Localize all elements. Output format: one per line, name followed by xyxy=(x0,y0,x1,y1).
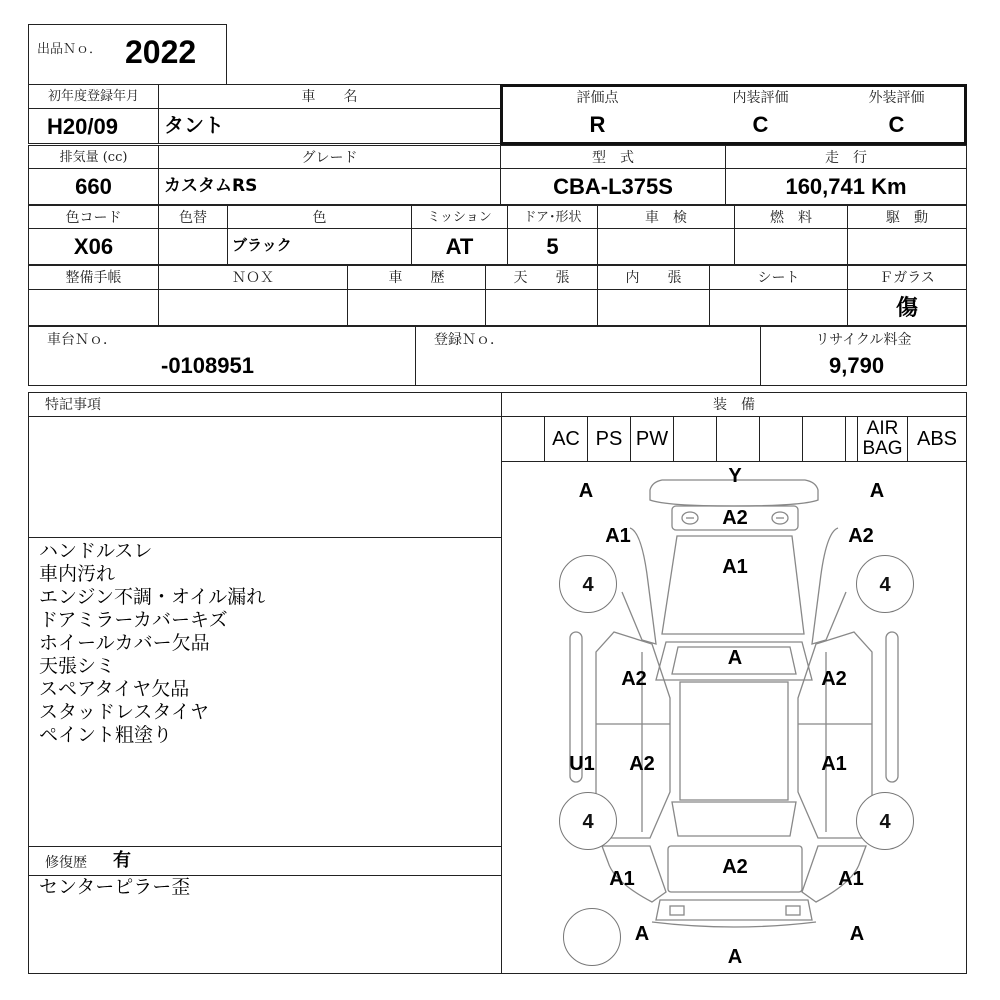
note-item: エンジン不調・オイル漏れ xyxy=(39,586,266,608)
tire-rear-left-depth: 4 xyxy=(582,811,594,833)
door-label: ドア･形状 xyxy=(523,210,582,225)
service-book-label: 整備手帳 xyxy=(65,270,122,286)
repair-history-header xyxy=(28,846,502,876)
interior-label: 内装評価 xyxy=(732,90,789,106)
mission-label: ミッション xyxy=(427,210,492,225)
damage-mark: A1 xyxy=(609,868,635,890)
car-diagram-panel xyxy=(501,461,967,974)
mileage-label-cell xyxy=(725,145,967,169)
note-item: スペアタイヤ欠品 xyxy=(39,678,190,700)
exterior-label-cell xyxy=(829,87,964,110)
mission-label-cell xyxy=(411,205,508,229)
grade-value: カスタムRS xyxy=(164,176,258,196)
mileage-label: 走 行 xyxy=(825,150,867,166)
first-reg-label: 初年度登録年月 xyxy=(47,89,139,104)
tire-front-left xyxy=(559,555,617,613)
color-value: ブラック xyxy=(232,236,292,254)
car-outline xyxy=(502,462,966,973)
first-reg-cell xyxy=(28,108,159,144)
equip-cell-pw: PW xyxy=(631,417,674,461)
exterior-cell xyxy=(829,109,964,142)
equip-cell xyxy=(846,417,858,461)
equipment-header xyxy=(501,392,967,417)
chassis-value: -0108951 xyxy=(161,353,254,378)
equip-cell xyxy=(717,417,760,461)
door-value: 5 xyxy=(546,234,559,259)
tire-front-left-depth: 4 xyxy=(582,574,594,596)
door-cell xyxy=(507,228,598,265)
score-value: R xyxy=(589,112,606,137)
car-name-cell xyxy=(158,108,501,144)
interior-label-cell xyxy=(692,87,830,110)
special-notes-area xyxy=(28,416,502,538)
lot-number-box xyxy=(28,24,227,84)
model-value: CBA-L375S xyxy=(553,174,673,199)
equip-cell-ps: PS xyxy=(588,417,631,461)
special-notes-text xyxy=(39,540,265,747)
repair-history-value: 有 xyxy=(113,850,131,871)
grade-cell xyxy=(158,168,501,205)
repair-history-item: センターピラー歪 xyxy=(39,876,191,898)
displacement-label: 排気量 (cc) xyxy=(59,150,128,165)
seat-cell xyxy=(709,289,848,326)
reg-no-label: 登録Ｎｏ． xyxy=(434,332,504,348)
special-notes-label: 特記事項 xyxy=(45,397,101,413)
tire-rear-left xyxy=(559,792,617,850)
chassis-block xyxy=(28,326,416,386)
note-item: ドアミラーカバーキズ xyxy=(39,609,228,631)
displacement-cell xyxy=(28,168,159,205)
nox-label-cell xyxy=(158,265,348,290)
damage-mark: A2 xyxy=(629,753,655,775)
tire-front-right-depth: 4 xyxy=(879,574,891,596)
note-item: 車内汚れ xyxy=(39,563,116,585)
damage-mark: A2 xyxy=(621,668,647,690)
first-reg-value: H20/09 xyxy=(47,114,118,139)
drive-cell xyxy=(847,228,967,265)
color-code-cell xyxy=(28,228,159,265)
damage-mark: A xyxy=(869,480,885,502)
color-change-label: 色替 xyxy=(179,210,207,226)
color-label: 色 xyxy=(312,210,327,226)
tire-rear-right xyxy=(856,792,914,850)
damage-mark: A1 xyxy=(722,556,748,578)
score-label-cell xyxy=(503,87,693,110)
equip-cell xyxy=(760,417,803,461)
lot-number-label: 出品Ｎｏ． xyxy=(37,42,103,57)
car-name-value: タント xyxy=(164,113,224,137)
damage-mark: A1 xyxy=(821,753,847,775)
fuel-label: 燃 料 xyxy=(770,210,812,226)
f-glass-label-cell xyxy=(847,265,967,290)
equip-cell-ac: AC xyxy=(545,417,588,461)
drive-label-cell xyxy=(847,205,967,229)
fuel-cell xyxy=(734,228,848,265)
seat-label: シート xyxy=(757,270,800,286)
tire-rear-right-depth: 4 xyxy=(879,811,891,833)
inspection-label-cell xyxy=(597,205,735,229)
mission-value: AT xyxy=(445,234,474,259)
car-name-label-cell xyxy=(158,84,501,109)
inspection-cell xyxy=(597,228,735,265)
mission-cell xyxy=(411,228,508,265)
color-code-label-cell xyxy=(28,205,159,229)
note-item: スタッドレスタイヤ xyxy=(39,701,210,723)
damage-mark: A1 xyxy=(838,868,864,890)
history-label: 車 歴 xyxy=(388,270,445,286)
interior-trim-label: 内 張 xyxy=(625,270,682,286)
equip-cell xyxy=(674,417,717,461)
repair-history-label: 修復歴 xyxy=(45,855,87,871)
roof-cell xyxy=(485,289,598,326)
damage-mark: A xyxy=(727,647,743,669)
interior-value: C xyxy=(752,112,769,137)
damage-mark: A xyxy=(849,923,865,945)
interior-trim-cell xyxy=(597,289,710,326)
service-book-label-cell xyxy=(28,265,159,290)
note-item: ペイント粗塗り xyxy=(39,724,173,746)
spare-tire xyxy=(563,908,621,966)
f-glass-cell xyxy=(847,289,967,326)
note-item: 天張シミ xyxy=(39,655,116,677)
equip-cell xyxy=(803,417,846,461)
note-item: ホイールカバー欠品 xyxy=(39,632,210,654)
chassis-label: 車台Ｎｏ． xyxy=(47,332,117,348)
drive-label: 駆 動 xyxy=(886,210,928,226)
f-glass-label: Ｆガラス xyxy=(879,270,935,286)
color-cell xyxy=(227,228,412,265)
interior-cell xyxy=(692,109,830,142)
recycle-block xyxy=(760,326,967,386)
damage-mark: Y xyxy=(728,465,742,487)
color-change-label-cell xyxy=(158,205,228,229)
score-label: 評価点 xyxy=(576,90,619,106)
damage-mark: A1 xyxy=(605,525,631,547)
exterior-value: C xyxy=(888,112,905,137)
mileage-value: 160,741 Km xyxy=(785,174,907,199)
note-item: ハンドルスレ xyxy=(39,540,153,562)
score-cell xyxy=(503,109,693,142)
interior-trim-label-cell xyxy=(597,265,710,290)
displacement-label-cell xyxy=(28,145,159,169)
fuel-label-cell xyxy=(734,205,848,229)
reg-no-block xyxy=(415,326,761,386)
car-name-label: 車 名 xyxy=(301,89,358,105)
tire-front-right xyxy=(856,555,914,613)
model-label: 型 式 xyxy=(592,150,634,166)
special-notes-list xyxy=(28,537,502,847)
nox-label: ＮＯＸ xyxy=(232,270,274,286)
repair-history-area xyxy=(28,875,502,974)
equip-cell-airbag: AIR BAG xyxy=(858,417,908,461)
inspection-label: 車 検 xyxy=(645,210,687,226)
exterior-label: 外装評価 xyxy=(868,90,925,106)
history-label-cell xyxy=(347,265,486,290)
displacement-value: 660 xyxy=(75,174,112,199)
color-code-label: 色コード xyxy=(65,210,122,226)
damage-mark: A xyxy=(727,946,743,968)
nox-cell xyxy=(158,289,348,326)
damage-mark: A2 xyxy=(848,525,874,547)
recycle-label: リサイクル料金 xyxy=(815,332,912,348)
model-cell xyxy=(500,168,726,205)
service-book-cell xyxy=(28,289,159,326)
seat-label-cell xyxy=(709,265,848,290)
roof-label: 天 張 xyxy=(513,270,570,286)
model-label-cell xyxy=(500,145,726,169)
equipment-row xyxy=(501,416,967,462)
equip-cell xyxy=(502,417,545,461)
damage-mark: A2 xyxy=(722,856,748,878)
equip-cell-abs: ABS xyxy=(916,428,958,450)
damage-mark: A2 xyxy=(821,668,847,690)
roof-label-cell xyxy=(485,265,598,290)
grade-label: グレード xyxy=(301,150,358,166)
mileage-cell xyxy=(725,168,967,205)
damage-mark: A xyxy=(634,923,650,945)
f-glass-value: 傷 xyxy=(895,295,918,321)
damage-mark: A2 xyxy=(722,507,748,529)
door-label-cell xyxy=(507,205,598,229)
damage-mark: A xyxy=(578,480,594,502)
color-code-value: X06 xyxy=(73,234,114,259)
damage-mark: U1 xyxy=(569,753,595,775)
color-change-cell xyxy=(158,228,228,265)
recycle-value: 9,790 xyxy=(829,353,885,378)
grade-label-cell xyxy=(158,145,501,169)
history-cell xyxy=(347,289,486,326)
lot-number: 2022 xyxy=(125,34,197,70)
special-notes-header xyxy=(28,392,502,417)
color-label-cell xyxy=(227,205,412,229)
equipment-label: 装 備 xyxy=(713,397,755,413)
first-reg-label-cell xyxy=(28,84,159,109)
